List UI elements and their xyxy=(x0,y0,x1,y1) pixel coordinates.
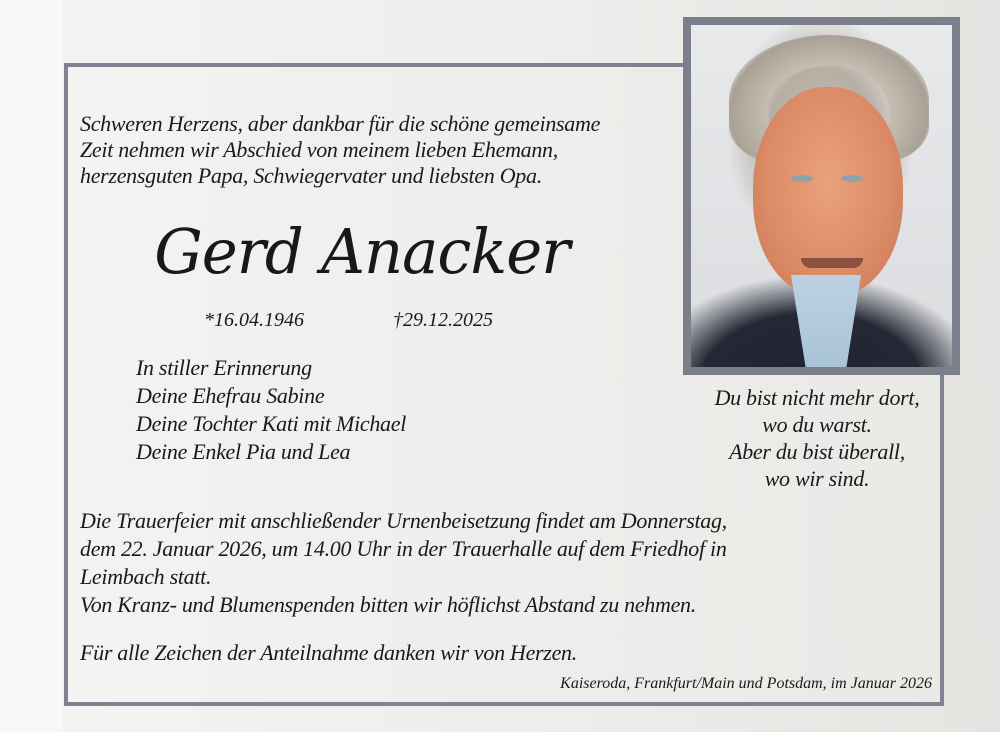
death-date: †29.12.2025 xyxy=(393,309,493,331)
portrait-mouth xyxy=(801,258,863,268)
survivors-list xyxy=(136,354,406,466)
portrait-photo xyxy=(691,25,952,367)
ceremony-line: Die Trauerfeier mit anschließender Urnenbeisetzung findet am Donnerstag, xyxy=(80,508,727,533)
intro-line: herzensguten Papa, Schwiegervater und liebsten Opa. xyxy=(80,163,542,188)
quote-line: wo wir sind. xyxy=(764,466,870,491)
ceremony-info xyxy=(80,507,727,619)
intro-line: Schweren Herzens, aber dankbar für die schöne gemeinsame xyxy=(80,111,601,136)
survivor-line: Deine Ehefrau Sabine xyxy=(136,383,325,408)
ceremony-line: Von Kranz- und Blumenspenden bitten wir höflichst Abstand zu nehmen. xyxy=(80,592,696,617)
portrait-eye xyxy=(841,175,863,182)
ceremony-line: Leimbach statt. xyxy=(80,564,212,589)
intro-text xyxy=(80,111,600,189)
quote-line: wo du warst. xyxy=(762,412,872,437)
quote-line: Du bist nicht mehr dort, xyxy=(714,385,920,410)
ceremony-line: dem 22. Januar 2026, um 14.00 Uhr in der Trauerhalle auf dem Friedhof in xyxy=(80,536,727,561)
intro-line: Zeit nehmen wir Abschied von meinem lieben Ehemann, xyxy=(80,137,558,162)
quote-line: Aber du bist überall, xyxy=(729,439,905,464)
birth-date: *16.04.1946 xyxy=(204,309,304,331)
portrait-frame xyxy=(683,17,960,375)
memorial-quote xyxy=(690,384,944,492)
deceased-name: Gerd Anacker xyxy=(154,215,570,288)
place-date: Kaiseroda, Frankfurt/Main und Potsdam, im Januar 2026 xyxy=(560,675,932,692)
survivor-line: In stiller Erinnerung xyxy=(136,355,312,380)
thanks-text: Für alle Zeichen der Anteilnahme danken wir von Herzen. xyxy=(80,640,577,665)
portrait-eye xyxy=(791,175,813,182)
survivor-line: Deine Tochter Kati mit Michael xyxy=(136,411,407,436)
survivor-line: Deine Enkel Pia und Lea xyxy=(136,439,351,464)
